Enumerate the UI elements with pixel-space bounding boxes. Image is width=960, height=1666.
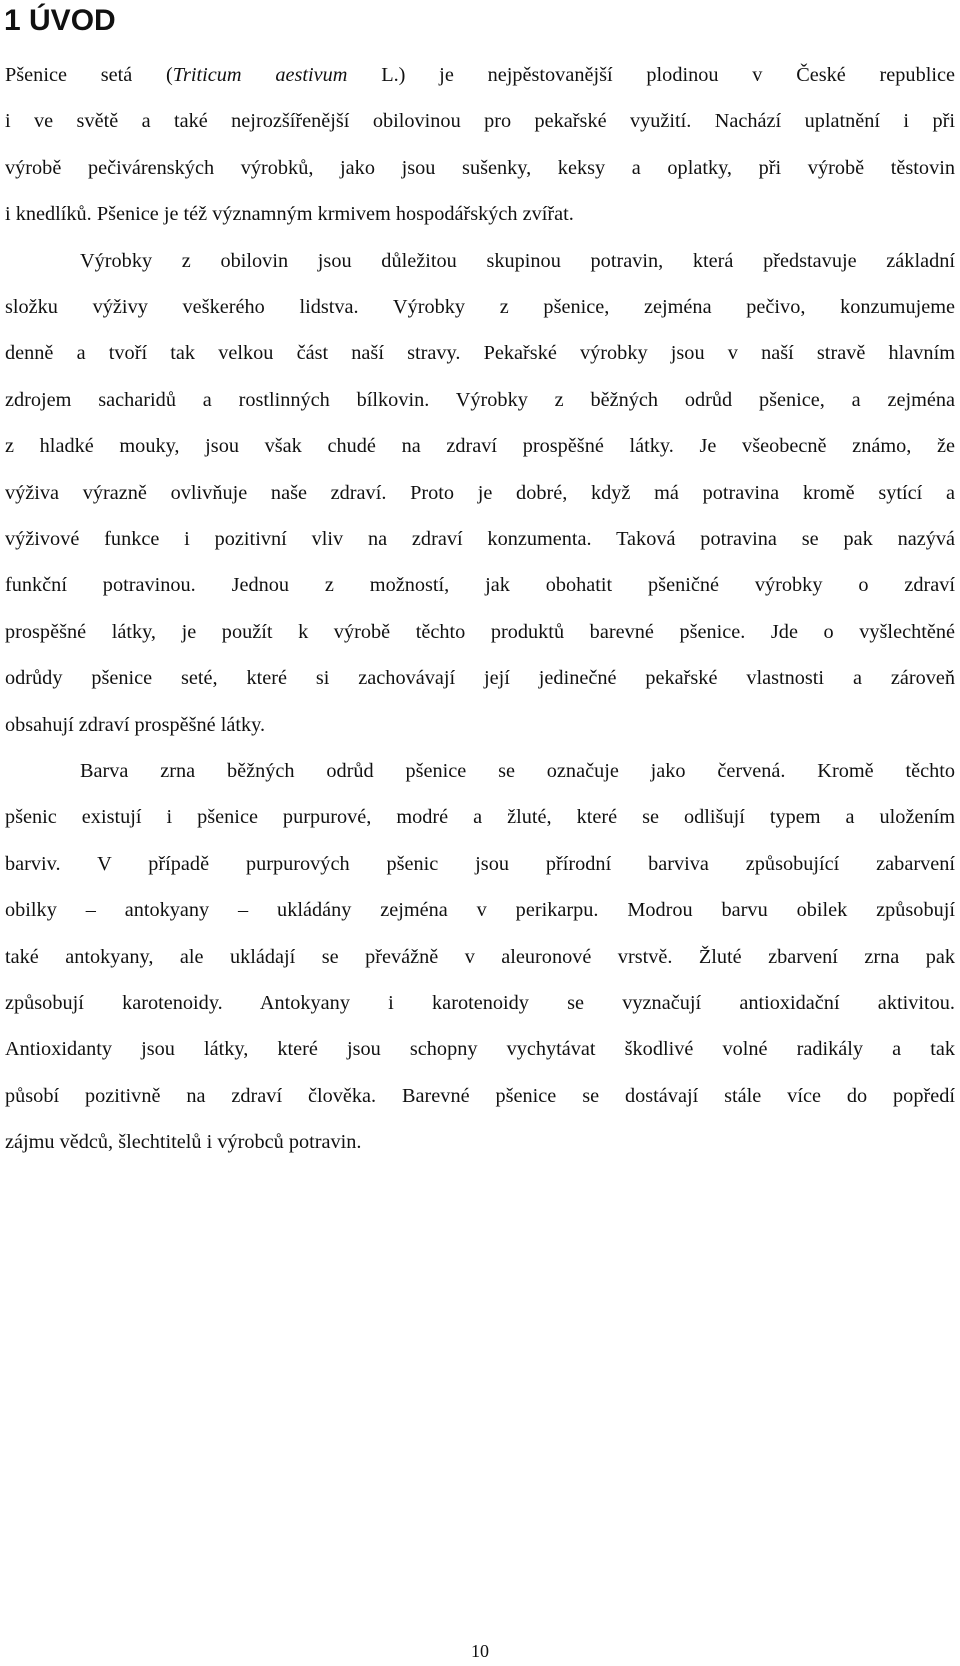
paragraph-line: také antokyany, ale ukládají se převážně v aleuronové vrstvě. Žluté zbarvení zrna pak: [5, 945, 955, 968]
paragraph-line: Antioxidanty jsou látky, které jsou schopny vychytávat škodlivé volné radikály a tak: [5, 1038, 955, 1061]
paragraph-line: způsobují karotenoidy. Antokyany i karotenoidy se vyznačují antioxidační aktivitou.: [5, 991, 955, 1014]
paragraph-line: prospěšné látky, je použít k výrobě těchto produktů barevné pšenice. Jde o vyšlechtěné: [5, 620, 955, 643]
text-segment: Pšenice setá (: [5, 64, 173, 86]
paragraph-line: Barva zrna běžných odrůd pšenice se označuje jako červená. Kromě těchto: [80, 760, 955, 782]
paragraph-line: barviv. V případě purpurových pšenic jsou přírodní barviva způsobující zabarvení: [5, 852, 955, 875]
paragraph-line: obilky – antokyany – ukládány zejména v perikarpu. Modrou barvu obilek způsobují: [5, 899, 955, 922]
paragraph-line: působí pozitivně na zdraví člověka. Barevné pšenice se dostávají stále více do popředí: [5, 1084, 955, 1107]
latin-species-name: Triticum aestivum: [172, 64, 348, 86]
paragraph-line: výživové funkce i pozitivní vliv na zdraví konzumenta. Taková potravina se pak nazývá: [5, 527, 955, 550]
paragraph-line: pšenic existují i pšenice purpurové, modré a žluté, které se odlišují typem a uložením: [5, 806, 955, 829]
paragraph-line: složku výživy veškerého lidstva. Výrobky z pšenice, zejména pečivo, konzumujeme: [5, 295, 955, 318]
page-number: 10: [471, 1641, 489, 1661]
paragraph-line: zájmu vědců, šlechtitelů i výrobců potravin.: [5, 1131, 362, 1154]
paragraph-cereal-products: [5, 238, 955, 748]
paragraph-grain-color: [5, 748, 955, 1166]
paragraph-line: odrůdy pšenice seté, které si zachovávají její jedinečné pekařské vlastnosti a zároveň: [5, 667, 955, 690]
section-heading: 1 ÚVOD: [4, 4, 116, 37]
paragraph-line: i ve světě a také nejrozšířenější obilovinou pro pekařské využití. Nachází uplatnění i při: [5, 110, 955, 133]
paragraph-line: obsahují zdraví prospěšné látky.: [5, 713, 266, 736]
paragraph-line: funkční potravinou. Jednou z možností, jak obohatit pšeničné výrobky o zdraví: [5, 574, 955, 597]
text-segment: L.) je nejpěstovanější plodinou v České republice: [347, 64, 955, 86]
paragraph-line: [5, 52, 955, 98]
paragraph-line: výživa výrazně ovlivňuje naše zdraví. Proto je dobré, když má potravina kromě sytící a: [5, 481, 955, 504]
paragraph-line: i knedlíků. Pšenice je též významným krmivem hospodářských zvířat.: [5, 203, 574, 226]
paragraph-line: z hladké mouky, jsou však chudé na zdraví prospěšné látky. Je všeobecně známo, že: [5, 435, 955, 458]
paragraph-line: denně a tvoří tak velkou část naší stravy. Pekařské výrobky jsou v naší stravě hlavním: [5, 342, 955, 365]
paragraph-line: Výrobky z obilovin jsou důležitou skupinou potravin, která představuje základní: [80, 249, 955, 272]
paragraph-line: výrobě pečivárenských výrobků, jako jsou sušenky, keksy a oplatky, při výrobě těstovin: [5, 156, 955, 179]
paragraph-line: zdrojem sacharidů a rostlinných bílkovin. Výrobky z běžných odrůd pšenice, a zejména: [5, 388, 955, 411]
paragraph-intro: [5, 52, 955, 238]
